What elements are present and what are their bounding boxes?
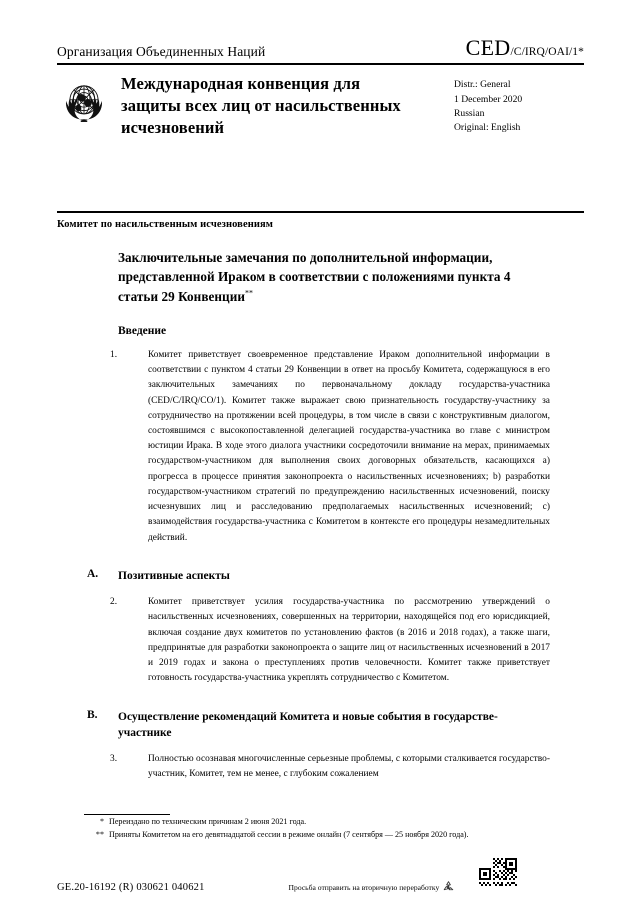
document-symbol (466, 36, 584, 60)
footnote-text: Приняты Комитетом на его девятнадцатой сессии в режиме онлайн (7 сентября — 25 ноября 2020 года). (109, 830, 469, 840)
paragraph-number: 2. (110, 597, 118, 608)
title-block (57, 73, 584, 138)
masthead (57, 36, 584, 138)
section-title: Позитивные аспекты (118, 569, 230, 582)
section-letter: B. (87, 708, 98, 721)
document-symbol-suffix: /C/IRQ/OAI/1* (510, 46, 584, 58)
document-symbol-main: CED (465, 35, 511, 60)
section-letter: A. (87, 567, 99, 580)
organization-name: Организация Объединенных Наций (57, 44, 266, 60)
distribution-language: Russian (454, 107, 485, 119)
section-heading-b (87, 709, 584, 742)
footnote-item (84, 815, 514, 828)
document-id: GE.20-16192 (R) 030621 040621 (57, 882, 205, 893)
qr-code (477, 856, 519, 903)
section-heading-a (87, 568, 584, 584)
paragraph-number: 3. (110, 754, 118, 765)
distribution-date: 1 December 2020 (454, 93, 523, 105)
page-title-text: Заключительные замечания по дополнительной информации, представленной Ираком в соответствии с положениями пункта 4 статьи 29 Конвенции (118, 250, 511, 304)
organization-line (57, 36, 584, 63)
footnote-marker: * (99, 817, 104, 826)
footnotes (84, 815, 514, 841)
page-title-footnote-marker: ** (245, 288, 254, 298)
section-title: Осуществление рекомендаций Комитета и новые события в государстве-участнике (118, 710, 498, 739)
page-title (118, 248, 518, 306)
paragraph-number: 1. (110, 349, 118, 360)
document-body (57, 248, 584, 783)
paragraph-text: Полностью осознавая многочисленные серьезные проблемы, с которыми сталкивается государство-участник, Комитет, тем не менее, с глубоким сожалением (148, 754, 550, 780)
distribution-block (454, 73, 584, 138)
committee-name: Комитет по насильственным исчезновениям (57, 219, 274, 230)
committee-divider (57, 211, 584, 213)
page-footer (57, 872, 584, 903)
footnote-item (84, 828, 514, 841)
distribution-original: Original: English (454, 122, 521, 134)
convention-title: Международная конвенция для защиты всех лиц от насильственных исчезновений (121, 74, 401, 137)
un-emblem-icon (57, 75, 111, 129)
paragraph-text: Комитет приветствует усилия государства-участника по рассмотрению утверждений о насильственных исчезновениях, совершенных на территории, находящейся под его юрисдикцией, включая создание двух комитетов по установлению фактов (в 2016 и 2018 годах), а также шаги, предпринятые для разработки законопроекта о защите лиц от насильственных исчезновений в 2017 и 2019 годах и закона о преступлениях против человечности. Комитет также приветствует готовность государства-участника укреплять сотрудничество с Комитетом. (148, 597, 550, 684)
recycle-icon (442, 880, 455, 895)
recycle-text: Просьба отправить на вторичную переработку (288, 883, 440, 892)
distribution-type: Distr.: General (454, 79, 511, 91)
recycle-notice (289, 880, 456, 895)
paragraph-2 (110, 595, 550, 686)
paragraph-text: Комитет приветствует своевременное представление Ираком дополнительной информации в соответствии с пунктом 4 статьи 29 Конвенции в ответ на просьбу Комитета, содержащуюся в его заключительных замечаниях по первоначальному докладу государства-участника (CED/C/IRQ/CO/1). Комитет также выражает свою признательность государству-участнику за сотрудничество на протяжении всей процедуры, в том числе в связи с конструктивным диалогом, состоявшимся с высокопоставленной делегацией государства-участника во главе с министром юстиции Ирака. В ходе этого диалога участники сосредоточили внимание на мерах, принимаемых государством-участником для выполнения своих договорных обязательств, касающихся a) прогресса в процессе принятия законопроекта о насильственных исчезновениях; b) разработки государством-участником стратегий по предупреждению насильственных исчезновений, поиску исчезнувших лиц и расследованию предполагаемых насильственных исчезновений; c) взаимодействия государства-участника с Комитетом в контексте его процедуры незамедлительных действий. (148, 349, 550, 543)
paragraph-1 (110, 348, 550, 546)
introduction-heading: Введение (118, 324, 167, 337)
masthead-divider (57, 63, 584, 65)
footnote-text: Переиздано по техническим причинам 2 июня 2021 года. (109, 817, 307, 826)
paragraph-3 (110, 752, 550, 782)
footnote-marker: ** (95, 830, 104, 840)
